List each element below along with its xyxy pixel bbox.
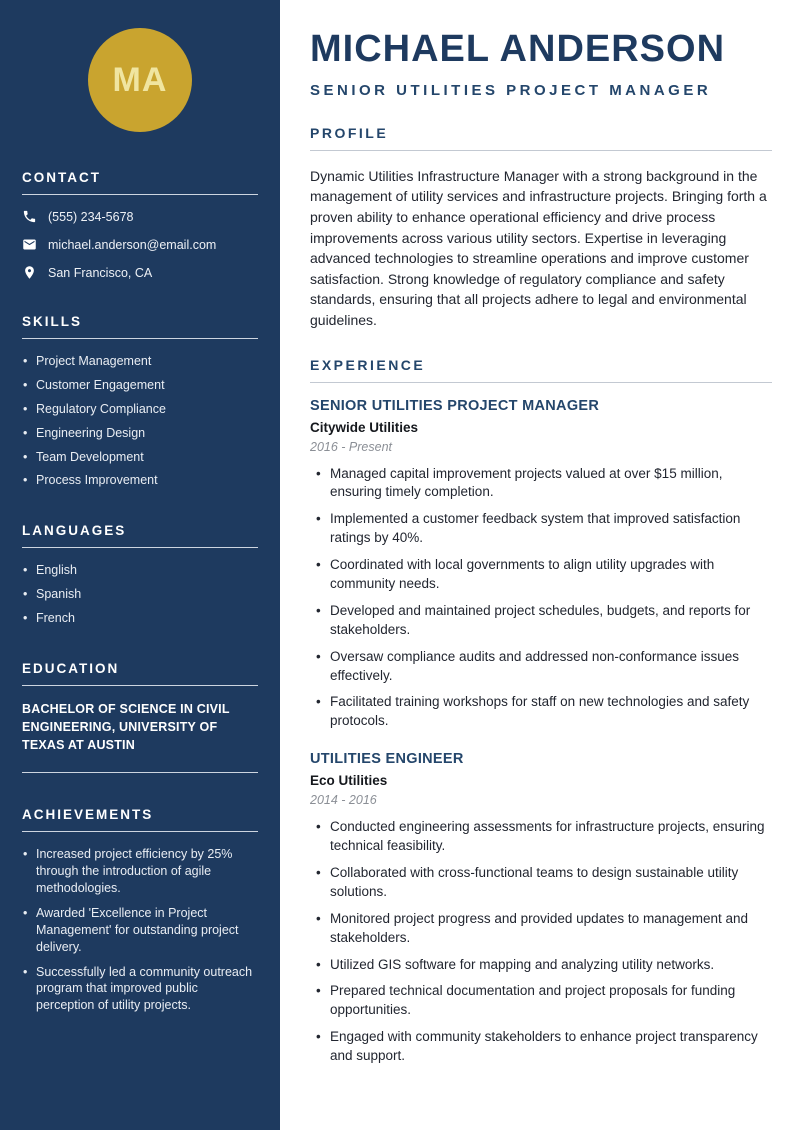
language-item: • French [22, 610, 258, 627]
job-title: SENIOR UTILITIES PROJECT MANAGER [310, 397, 600, 414]
profile-text: Dynamic Utilities Infrastructure Manager with a strong background in the management of utility services and infrastructure projects. Bringing forth a proven ability to enhance operational efficiency and drive process improvements across various utility sectors. Expertise in leveraging advanced technologies to streamline operations and improve customer satisfaction. Strong knowledge of regulatory compliance and safety standards, ensuring that all projects adhere to legal and environmental guidelines. [310, 167, 767, 328]
job-entry [310, 398, 772, 732]
skill-item: • Customer Engagement [22, 377, 258, 394]
skills-list [22, 353, 258, 489]
contact-location [22, 265, 258, 280]
job-bullet: • Prepared technical documentation and project proposals for funding opportunities. [315, 982, 772, 1020]
skills-heading: SKILLS [22, 314, 258, 339]
job-bullet: • Implemented a customer feedback system that improved satisfaction ratings by 40%. [315, 510, 772, 548]
achievements-section [22, 807, 258, 1014]
languages-list [22, 562, 258, 627]
achievement-item: • Successfully led a community outreach program that improved public perception of utility projects. [22, 964, 258, 1015]
contact-email-text: michael.anderson@email.com [48, 237, 217, 252]
education-degree: BACHELOR OF SCIENCE IN CIVIL ENGINEERING, UNIVERSITY OF TEXAS AT AUSTIN [22, 701, 230, 753]
email-icon [22, 237, 37, 252]
skill-item: • Process Improvement [22, 472, 258, 489]
candidate-headline: SENIOR UTILITIES PROJECT MANAGER [310, 81, 712, 99]
avatar: MA [88, 28, 192, 132]
profile-heading: PROFILE [310, 125, 772, 151]
candidate-name: MICHAEL ANDERSON [310, 28, 726, 70]
contact-location-text: San Francisco, CA [48, 265, 153, 280]
job-bullet: • Oversaw compliance audits and addressed non-conformance issues effectively. [315, 648, 772, 686]
job-dates: 2016 - Present [310, 439, 392, 454]
education-divider [22, 772, 258, 773]
languages-heading: LANGUAGES [22, 523, 258, 548]
skill-item: • Regulatory Compliance [22, 401, 258, 418]
languages-section [22, 523, 258, 627]
education-heading: EDUCATION [22, 661, 258, 686]
job-company: Citywide Utilities [310, 419, 419, 435]
job-entry [310, 751, 772, 1066]
job-bullets [310, 465, 772, 732]
skill-item: • Project Management [22, 353, 258, 370]
avatar-wrap [22, 28, 258, 132]
experience-heading: EXPERIENCE [310, 357, 772, 383]
job-company: Eco Utilities [310, 773, 388, 789]
job-bullet: • Coordinated with local governments to align utility upgrades with community needs. [315, 556, 772, 594]
job-bullets [310, 818, 772, 1066]
job-bullet: • Collaborated with cross-functional teams to design sustainable utility solutions. [315, 864, 772, 902]
education-section [22, 661, 258, 773]
main-content [280, 0, 800, 1130]
language-item: • Spanish [22, 586, 258, 603]
job-bullet: • Utilized GIS software for mapping and analyzing utility networks. [315, 956, 772, 975]
contact-phone-text: (555) 234-5678 [48, 209, 134, 224]
achievement-item: • Awarded 'Excellence in Project Management' for outstanding project delivery. [22, 905, 258, 956]
phone-icon [22, 209, 37, 224]
contact-phone [22, 209, 258, 224]
skills-section [22, 314, 258, 489]
sidebar [0, 0, 280, 1130]
location-icon [22, 265, 37, 280]
job-title: UTILITIES ENGINEER [310, 751, 464, 768]
skill-item: • Engineering Design [22, 425, 258, 442]
job-bullet: • Managed capital improvement projects valued at over $15 million, ensuring timely completion. [315, 465, 772, 503]
achievements-heading: ACHIEVEMENTS [22, 807, 258, 832]
achievements-list [22, 846, 258, 1014]
job-dates: 2014 - 2016 [310, 793, 377, 808]
experience-section [310, 357, 772, 1066]
achievement-item: • Increased project efficiency by 25% through the introduction of agile methodologies. [22, 846, 258, 897]
job-bullet: • Conducted engineering assessments for infrastructure projects, ensuring technical feasibility. [315, 818, 772, 856]
skill-item: • Team Development [22, 449, 258, 466]
language-item: • English [22, 562, 258, 579]
job-bullet: • Engaged with community stakeholders to enhance project transparency and support. [315, 1028, 772, 1066]
job-bullet: • Facilitated training workshops for staff on new technologies and safety protocols. [315, 693, 772, 731]
profile-section [310, 125, 772, 331]
contact-heading: CONTACT [22, 170, 258, 195]
job-bullet: • Developed and maintained project schedules, budgets, and reports for stakeholders. [315, 602, 772, 640]
contact-section [22, 170, 258, 280]
contact-email [22, 237, 258, 252]
job-bullet: • Monitored project progress and provided updates to management and stakeholders. [315, 910, 772, 948]
